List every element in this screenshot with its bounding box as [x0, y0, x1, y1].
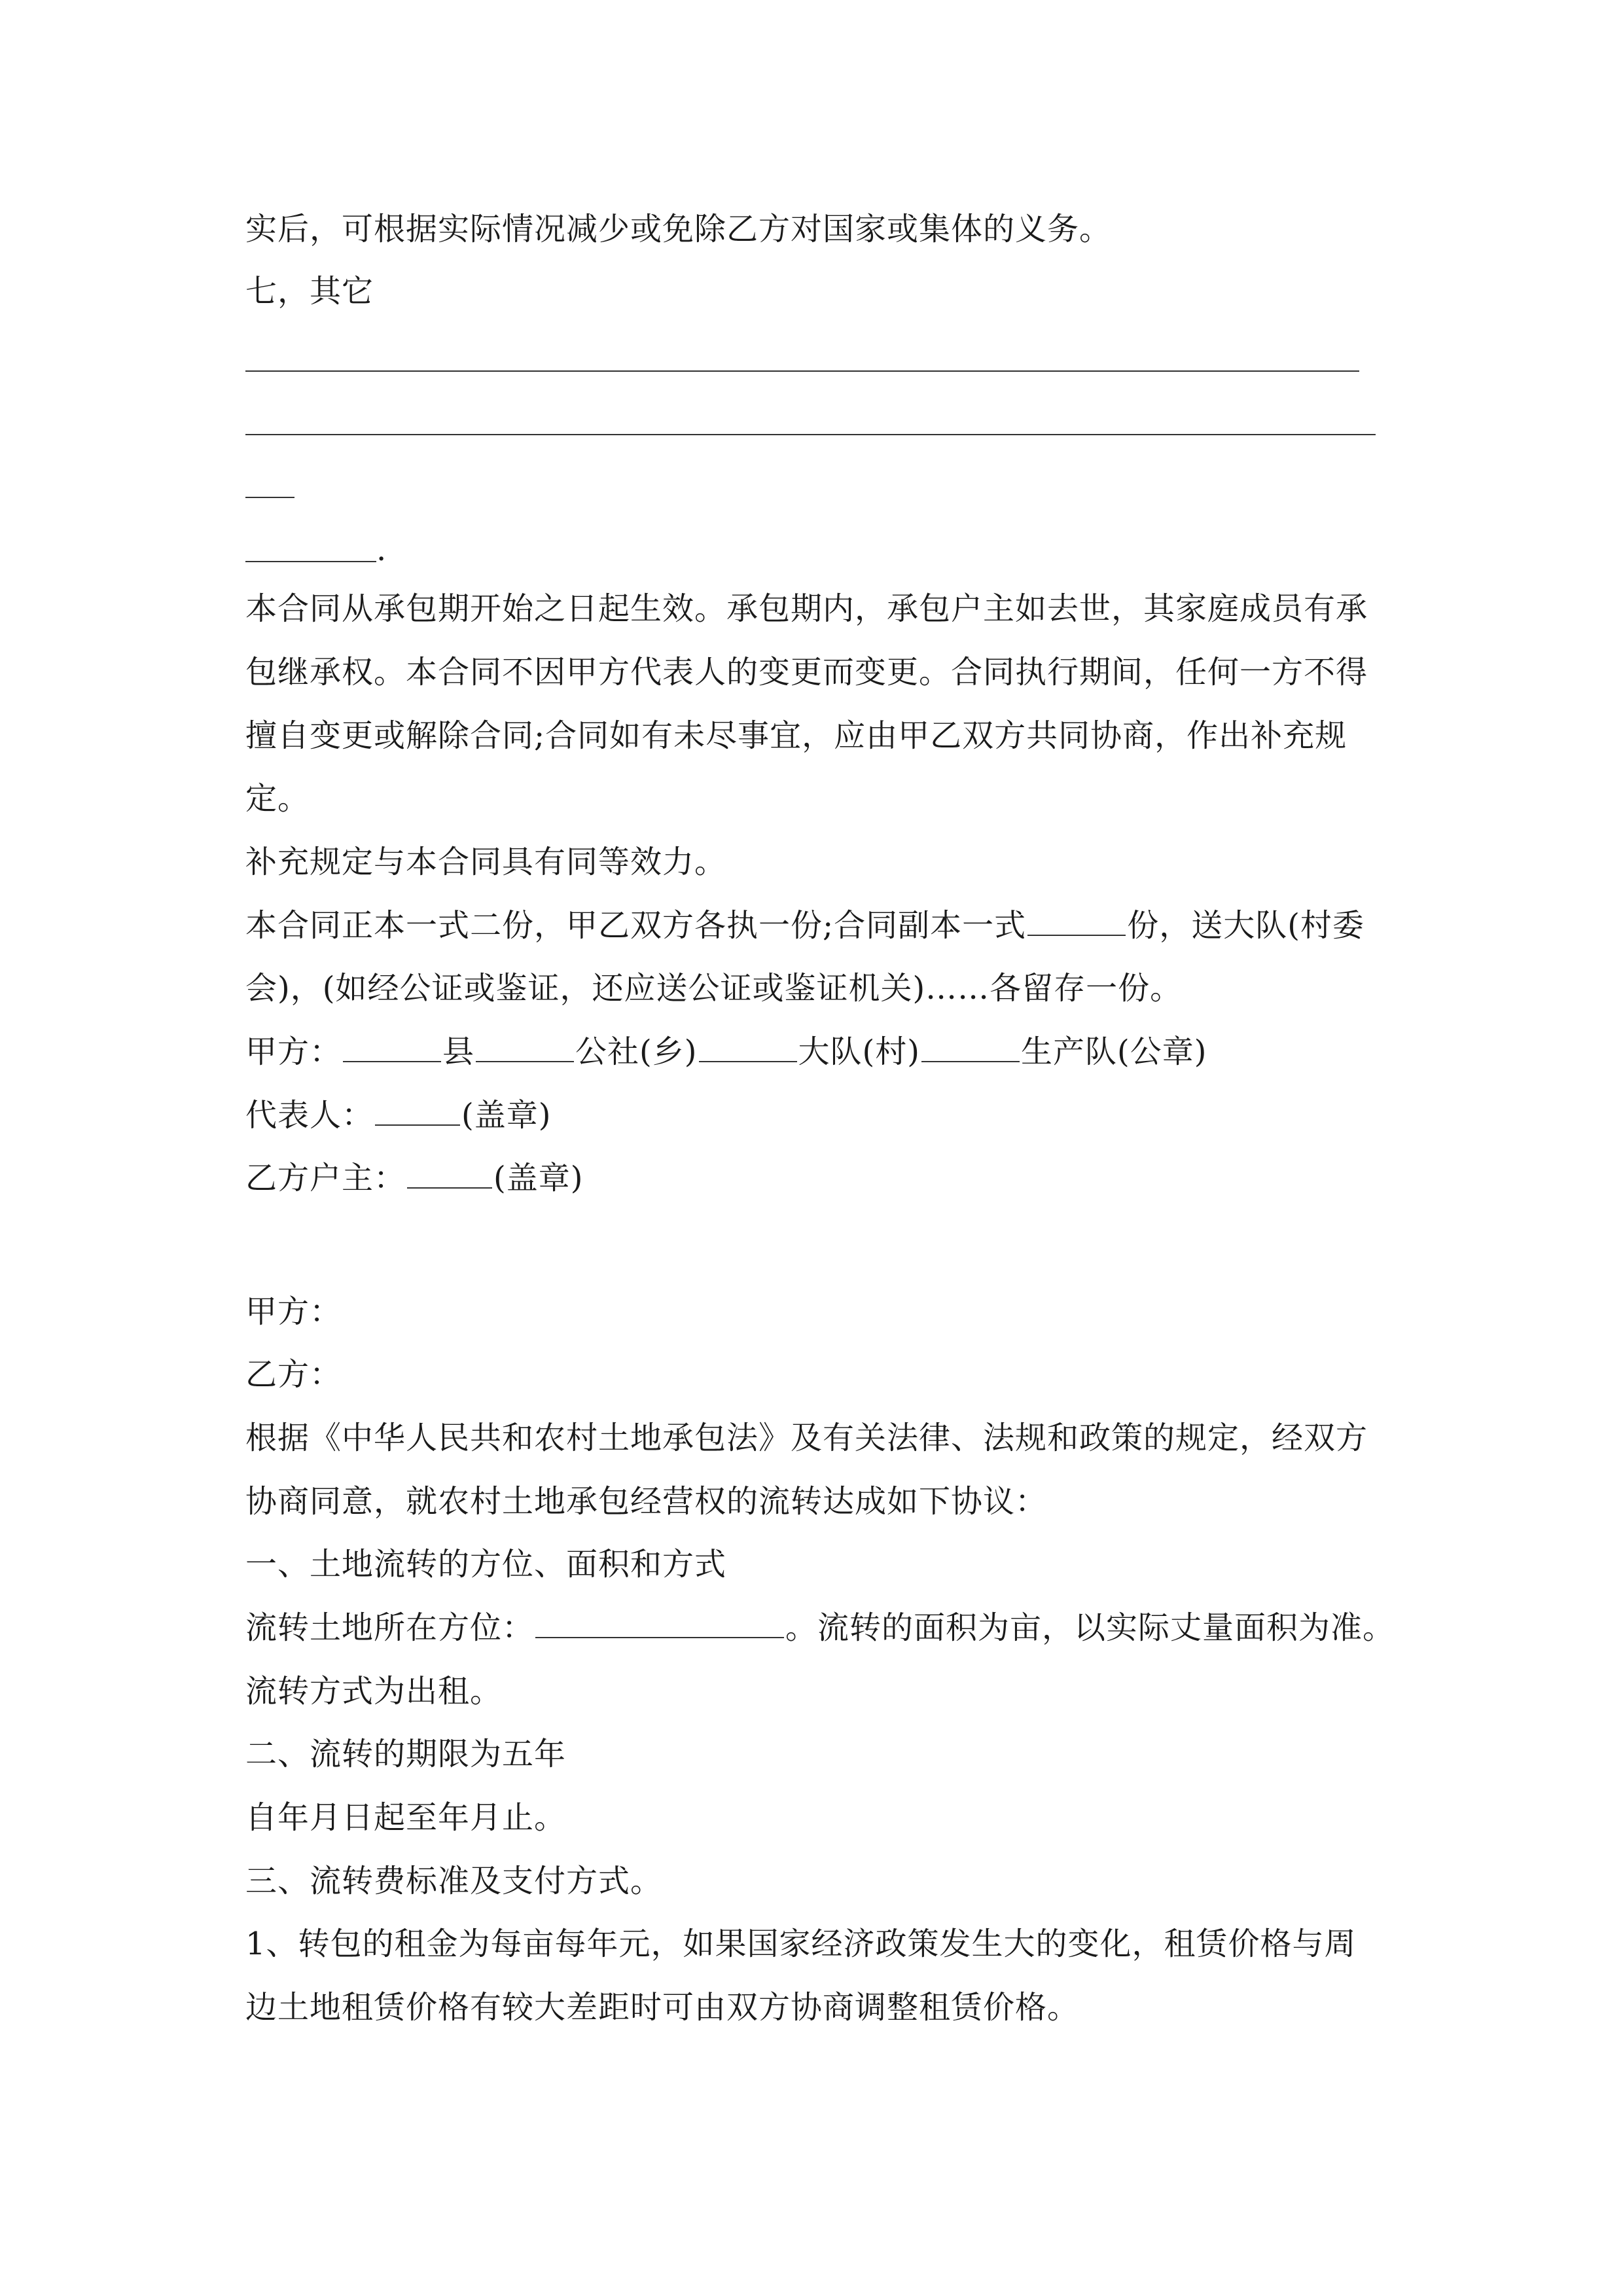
text-line: 实后，可根据实际情况减少或免除乙方对国家或集体的义务。	[245, 211, 1112, 247]
text-line: 会)，(如经公证或鉴证，还应送公证或鉴证机关)……各留存一份。	[245, 970, 1183, 1007]
party-b-householder-line	[245, 1158, 583, 1198]
text-line: 边土地租赁价格有较大差距时可由双方协商调整租赁价格。	[245, 1989, 1080, 2026]
text-line: 流转方式为出租。	[245, 1673, 503, 1710]
party-a-signature-line	[245, 1032, 1207, 1071]
text-line: 定。	[245, 780, 310, 817]
blank-commune	[476, 1035, 574, 1062]
label-commune: 公社(乡)	[575, 1033, 698, 1070]
text-line: 包继承权。本合同不因甲方代表人的变更而变更。合同执行期间，任何一方不得	[245, 654, 1368, 691]
location-line	[245, 1608, 1395, 1647]
label-brigade: 大队(村)	[798, 1033, 920, 1070]
blank-copies-count	[1027, 908, 1126, 936]
section-heading-other: 七，其它	[245, 273, 374, 310]
fill-in-line	[245, 434, 1376, 435]
label-party-a: 甲方：	[245, 1033, 342, 1070]
blank-county	[343, 1035, 441, 1062]
label-seal: (盖章)	[461, 1097, 552, 1134]
representative-line	[245, 1096, 551, 1135]
blank-householder	[407, 1161, 492, 1189]
text-line: 补充规定与本合同具有同等效力。	[245, 844, 727, 880]
label-representative: 代表人：	[245, 1097, 374, 1134]
label-team: 生产队(公章)	[1020, 1033, 1207, 1070]
text-line: 自年月日起至年月止。	[245, 1799, 567, 1836]
blank-location	[535, 1611, 784, 1638]
text-line: 协商同意，就农村土地承包经营权的流转达成如下协议：	[245, 1483, 1048, 1520]
text-segment: 份，送大队(村委	[1127, 907, 1364, 944]
text-segment: 本合同正本一式二份，甲乙双方各执一份;合同副本一式	[245, 907, 1027, 944]
text-line: 1、转包的租金为每亩每年元，如果国家经济政策发生大的变化，租赁价格与周	[245, 1926, 1357, 1962]
label-county: 县	[442, 1033, 475, 1070]
text-line: 本合同从承包期开始之日起生效。承包期内，承包户主如去世，其家庭成员有承	[245, 590, 1368, 627]
blank-representative	[375, 1098, 460, 1126]
section-heading-2: 二、流转的期限为五年	[245, 1736, 567, 1772]
section-heading-3: 三、流转费标准及支付方式。	[245, 1863, 663, 1899]
label-location: 流转土地所在方位：	[245, 1609, 535, 1646]
text-line: 根据《中华人民共和农村土地承包法》及有关法律、法规和政策的规定，经双方	[245, 1420, 1368, 1456]
section-heading-1: 一、土地流转的方位、面积和方式	[245, 1546, 727, 1583]
party-a-label: 甲方：	[245, 1293, 342, 1330]
text-line: 擅自变更或解除合同;合同如有未尽事宜，应由甲乙双方共同协商，作出补充规	[245, 717, 1347, 754]
text-period: .	[376, 531, 387, 568]
text-segment: 。流转的面积为亩，以实际丈量面积为准。	[785, 1609, 1395, 1646]
label-seal: (盖章)	[493, 1160, 584, 1196]
blank-brigade	[699, 1035, 797, 1062]
fill-in-line	[245, 497, 294, 498]
blank-team	[921, 1035, 1020, 1062]
fill-in-line	[245, 561, 376, 562]
label-householder: 乙方户主：	[245, 1160, 406, 1196]
party-b-label: 乙方：	[245, 1356, 342, 1393]
text-line-copies	[245, 906, 1364, 945]
fill-in-line	[245, 370, 1359, 372]
